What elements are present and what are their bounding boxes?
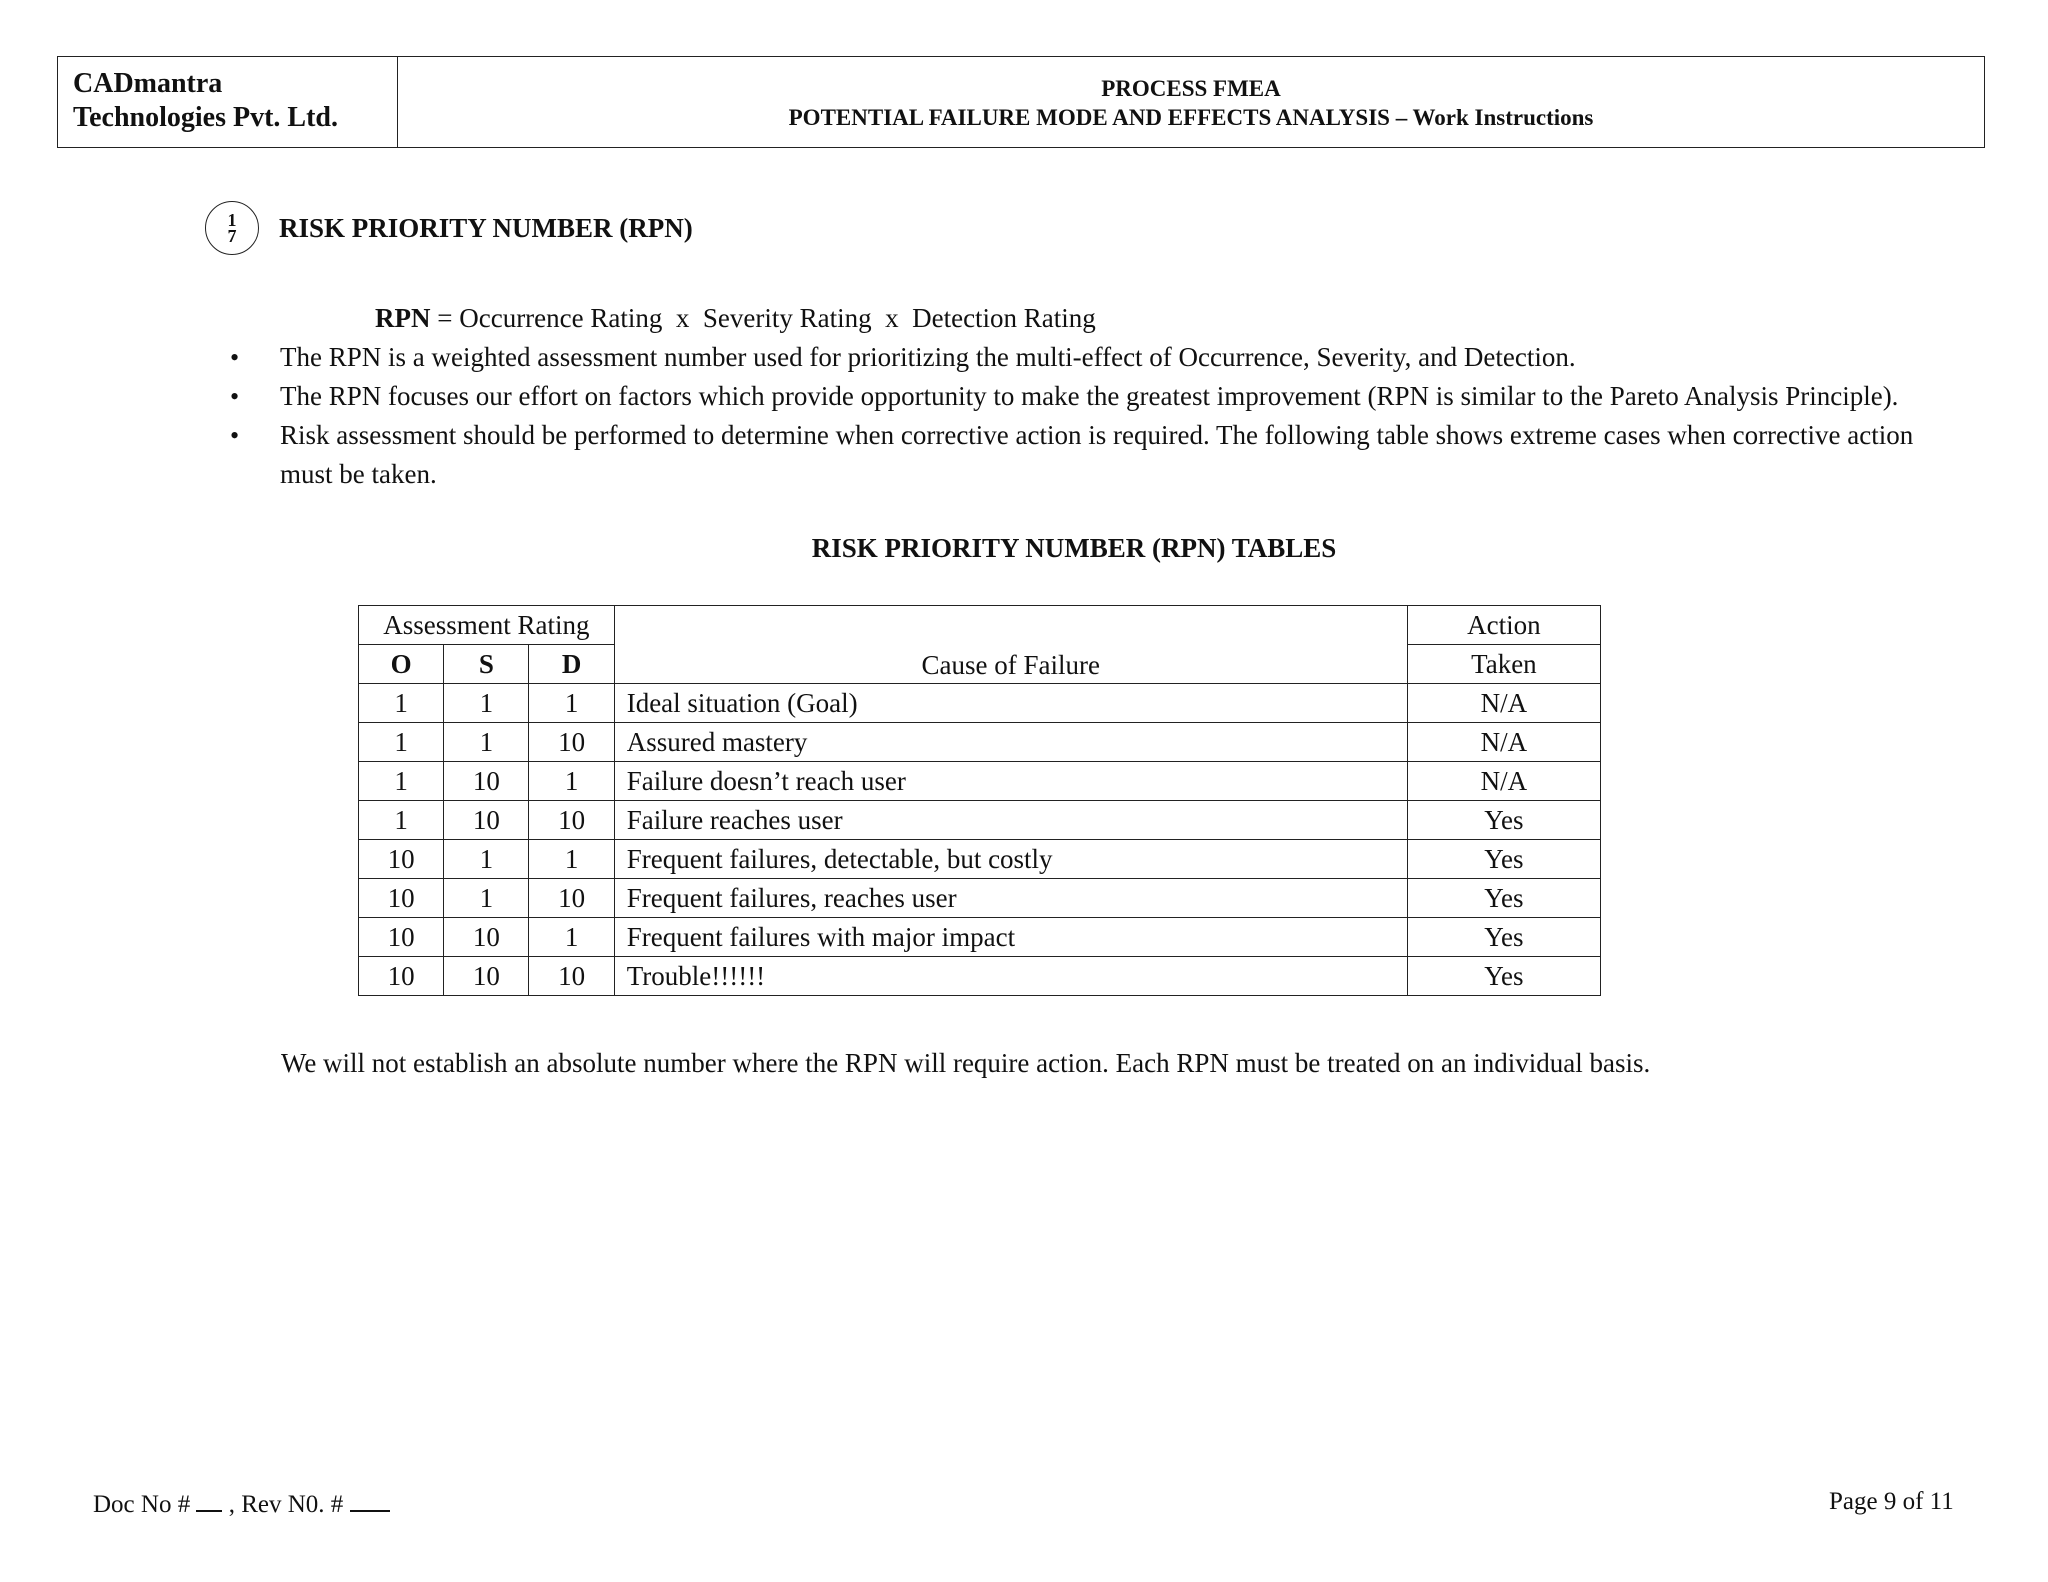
rpn-formula <box>375 300 1096 336</box>
list-item-text: Risk assessment should be performed to determine when corrective action is required. The following table shows extreme cases when corrective action must be taken. <box>280 420 1914 489</box>
document-title-line2: POTENTIAL FAILURE MODE AND EFFECTS ANALYSIS – Work Instructions <box>788 105 1594 130</box>
table-row <box>359 840 1601 879</box>
severity-cell: 10 <box>444 918 529 957</box>
cause-cell: Failure reaches user <box>614 801 1407 840</box>
occurrence-cell: 10 <box>359 957 444 996</box>
doc-number-label: Doc No # <box>93 1491 197 1518</box>
cause-cell: Frequent failures, reaches user <box>614 879 1407 918</box>
table-row <box>359 957 1601 996</box>
company-name-line2: Technologies Pvt. Ltd. <box>73 102 338 133</box>
detection-cell: 10 <box>529 723 614 762</box>
occurrence-header: O <box>359 645 444 684</box>
action-cell: N/A <box>1407 684 1600 723</box>
section-heading <box>205 201 693 255</box>
formula-text: = Occurrence Rating x Severity Rating x Detection Rating <box>430 303 1096 333</box>
section-number-badge <box>205 201 259 255</box>
bullet-icon: • <box>230 343 240 372</box>
assessment-rating-header: Assessment Rating <box>359 606 615 645</box>
detection-cell: 1 <box>529 684 614 723</box>
action-header-line2: Taken <box>1407 645 1600 684</box>
cause-cell: Assured mastery <box>614 723 1407 762</box>
action-header-line1: Action <box>1407 606 1600 645</box>
detection-cell: 1 <box>529 762 614 801</box>
page-number: Page 9 of 11 <box>1829 1488 1954 1515</box>
revision-blank <box>350 1488 390 1512</box>
action-cell: Yes <box>1407 879 1600 918</box>
doc-number-blank <box>196 1488 222 1512</box>
detection-cell: 1 <box>529 918 614 957</box>
occurrence-cell: 10 <box>359 918 444 957</box>
formula-label: RPN <box>375 303 431 333</box>
section-number: 17 <box>227 210 237 246</box>
detection-cell: 1 <box>529 840 614 879</box>
bullet-list <box>230 338 1930 494</box>
occurrence-cell: 10 <box>359 879 444 918</box>
cause-cell: Failure doesn’t reach user <box>614 762 1407 801</box>
document-title-line1: PROCESS FMEA <box>1101 76 1281 101</box>
cause-of-failure-header: Cause of Failure <box>614 606 1407 684</box>
occurrence-cell: 1 <box>359 684 444 723</box>
revision-label: , Rev N0. # <box>222 1491 350 1518</box>
list-item-text: The RPN focuses our effort on factors which provide opportunity to make the greatest improvement (RPN is similar to the Pareto Analysis Principle). <box>280 381 1899 411</box>
cause-cell: Ideal situation (Goal) <box>614 684 1407 723</box>
table-row <box>359 879 1601 918</box>
severity-cell: 10 <box>444 762 529 801</box>
severity-cell: 1 <box>444 840 529 879</box>
occurrence-cell: 1 <box>359 762 444 801</box>
occurrence-cell: 10 <box>359 840 444 879</box>
detection-cell: 10 <box>529 879 614 918</box>
action-cell: Yes <box>1407 957 1600 996</box>
closing-note: We will not establish an absolute number where the RPN will require action. Each RPN must be treated on an individual basis. <box>281 1048 1651 1078</box>
severity-cell: 10 <box>444 957 529 996</box>
action-cell: N/A <box>1407 762 1600 801</box>
document-title <box>398 57 1984 147</box>
list-item-text: The RPN is a weighted assessment number used for prioritizing the multi-effect of Occurrence, Severity, and Detection. <box>280 342 1576 372</box>
bullet-icon: • <box>230 421 240 450</box>
severity-cell: 1 <box>444 723 529 762</box>
severity-cell: 1 <box>444 684 529 723</box>
table-title: RISK PRIORITY NUMBER (RPN) TABLES <box>811 533 1337 563</box>
bullet-icon: • <box>230 382 240 411</box>
action-cell: Yes <box>1407 918 1600 957</box>
severity-cell: 10 <box>444 801 529 840</box>
occurrence-cell: 1 <box>359 723 444 762</box>
rpn-table <box>358 605 1601 996</box>
action-cell: Yes <box>1407 801 1600 840</box>
list-item <box>230 377 1930 416</box>
table-row <box>359 762 1601 801</box>
list-item <box>230 338 1930 377</box>
action-cell: N/A <box>1407 723 1600 762</box>
table-row <box>359 684 1601 723</box>
company-name-line1: CADmantra <box>73 68 223 99</box>
cause-cell: Trouble!!!!!! <box>614 957 1407 996</box>
occurrence-cell: 1 <box>359 801 444 840</box>
detection-header: D <box>529 645 614 684</box>
action-cell: Yes <box>1407 840 1600 879</box>
severity-header: S <box>444 645 529 684</box>
detection-cell: 10 <box>529 957 614 996</box>
table-header-row <box>359 606 1601 645</box>
cause-cell: Frequent failures, detectable, but costly <box>614 840 1407 879</box>
company-name <box>58 57 398 147</box>
detection-cell: 10 <box>529 801 614 840</box>
document-header <box>57 56 1985 148</box>
section-title: RISK PRIORITY NUMBER (RPN) <box>279 212 693 243</box>
list-item <box>230 416 1930 494</box>
table-row <box>359 918 1601 957</box>
table-row <box>359 801 1601 840</box>
severity-cell: 1 <box>444 879 529 918</box>
cause-cell: Frequent failures with major impact <box>614 918 1407 957</box>
footer-doc-info <box>93 1488 390 1519</box>
table-row <box>359 723 1601 762</box>
